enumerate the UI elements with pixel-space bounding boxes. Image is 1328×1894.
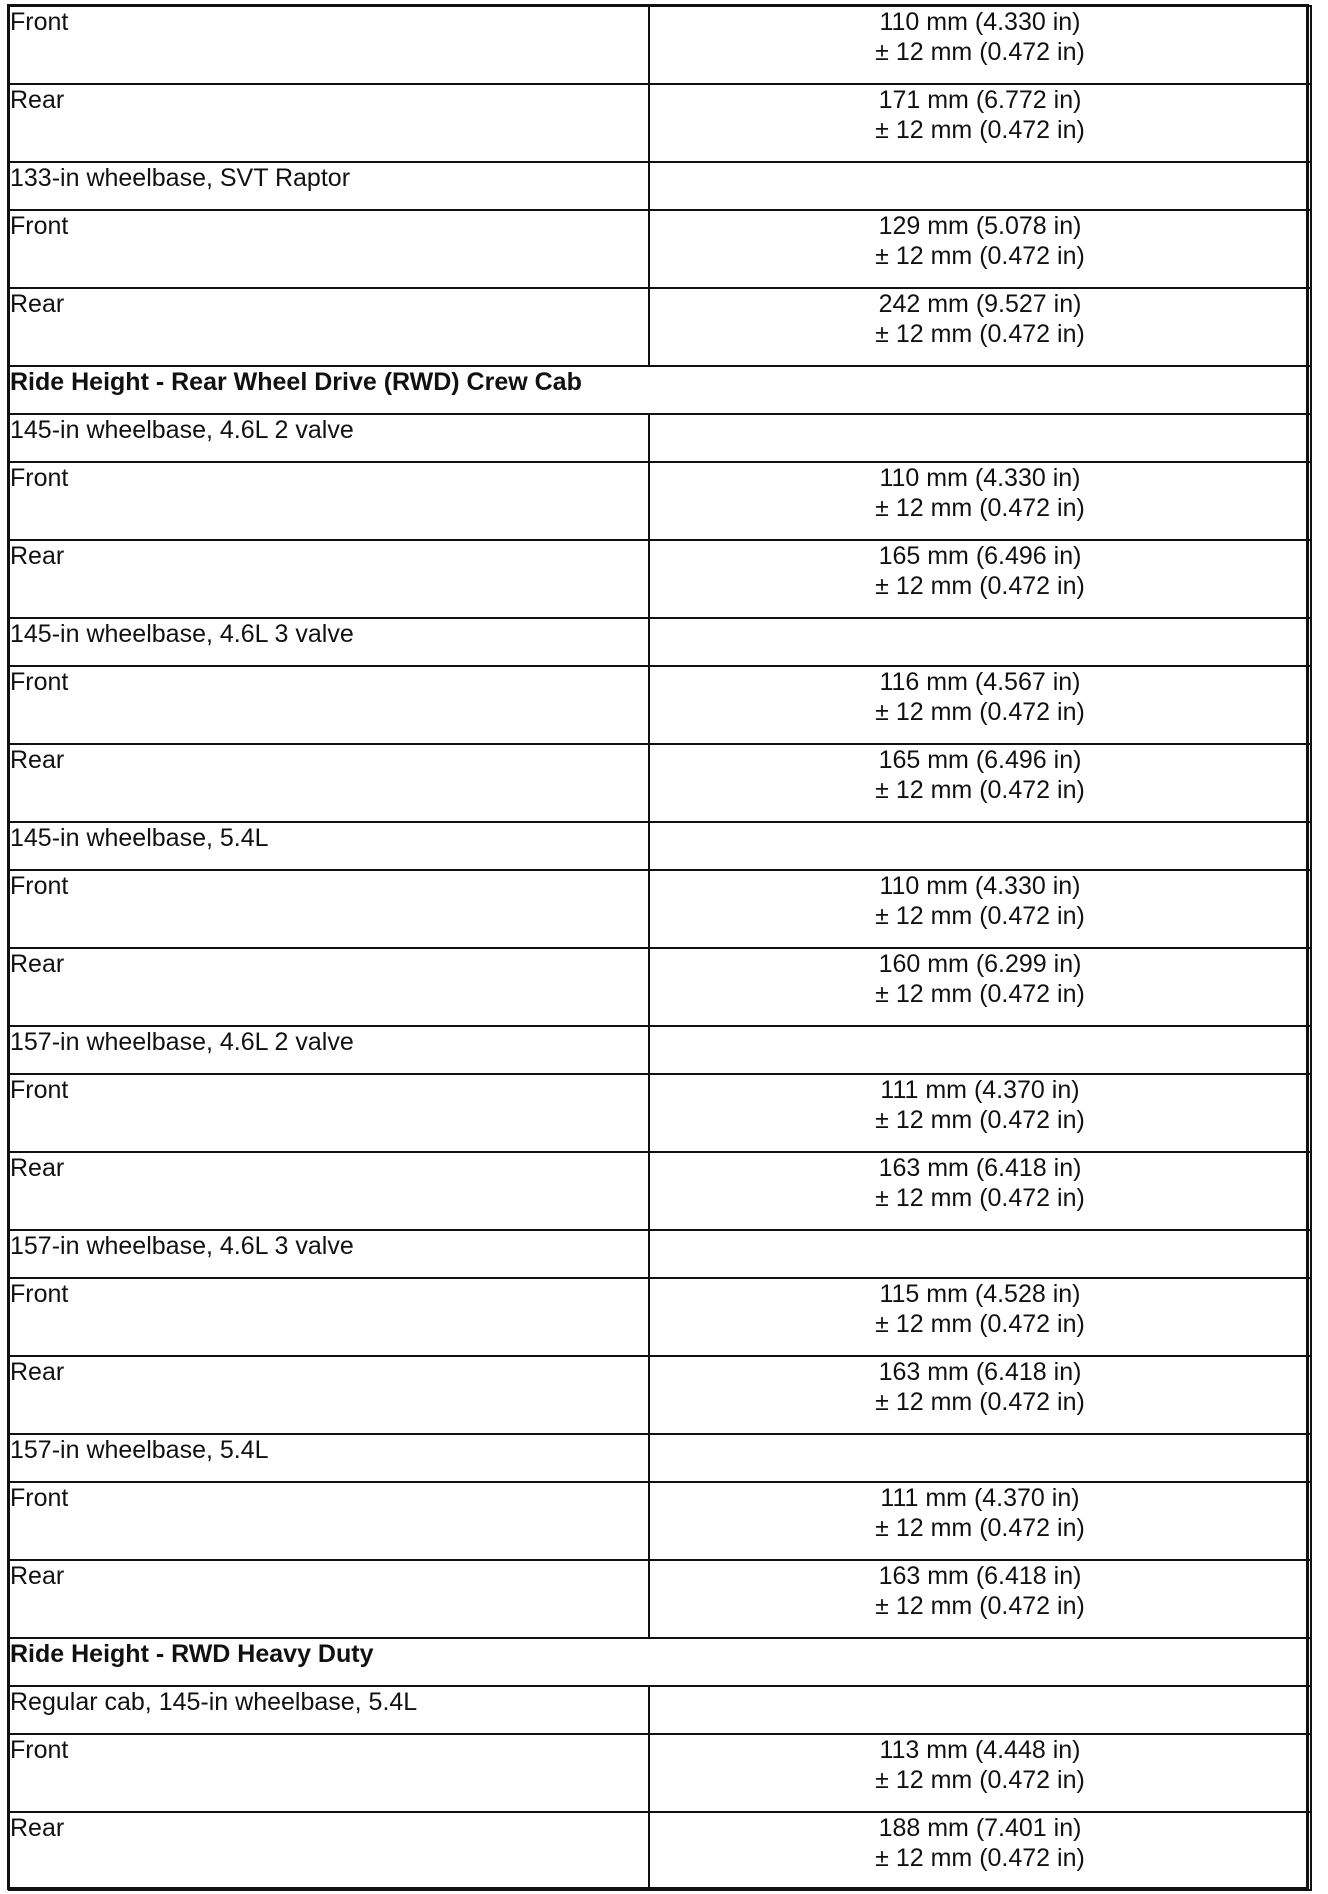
- spec-label: Front: [9, 1074, 649, 1152]
- nominal-value: 129 mm (5.078 in): [878, 212, 1082, 240]
- section-header-row: [9, 366, 1311, 414]
- group-label: 157-in wheelbase, 4.6L 2 valve: [9, 1026, 649, 1074]
- spec-label: Front: [9, 1734, 649, 1812]
- group-row: [9, 1026, 1311, 1074]
- nominal-value: 110 mm (4.330 in): [879, 872, 1081, 900]
- group-row: [9, 1434, 1311, 1482]
- spec-row: [9, 1356, 1311, 1434]
- empty-value-cell: [649, 1230, 1311, 1278]
- spec-label: Front: [9, 1278, 649, 1356]
- spec-row: [9, 6, 1311, 84]
- section-title: Ride Height - RWD Heavy Duty: [9, 1638, 1311, 1686]
- tolerance-value: ± 12 mm (0.472 in): [875, 980, 1085, 1008]
- tolerance-value: ± 12 mm (0.472 in): [875, 776, 1085, 804]
- spec-value: [649, 1482, 1311, 1560]
- group-row: [9, 1230, 1311, 1278]
- spec-value: [649, 1734, 1311, 1812]
- empty-value-cell: [649, 414, 1311, 462]
- section-header-row: [9, 1638, 1311, 1686]
- nominal-value: 163 mm (6.418 in): [878, 1562, 1082, 1590]
- spec-label: Rear: [9, 84, 649, 162]
- spec-row: [9, 1152, 1311, 1230]
- spec-row: [9, 666, 1311, 744]
- spec-label: Rear: [9, 1356, 649, 1434]
- nominal-value: 116 mm (4.567 in): [879, 668, 1081, 696]
- tolerance-value: ± 12 mm (0.472 in): [875, 902, 1085, 930]
- spec-value: [649, 288, 1311, 366]
- spec-value: [649, 870, 1311, 948]
- nominal-value: 242 mm (9.527 in): [878, 290, 1082, 318]
- spec-value: [649, 1152, 1311, 1230]
- tolerance-value: ± 12 mm (0.472 in): [875, 1310, 1085, 1338]
- tolerance-value: ± 12 mm (0.472 in): [875, 242, 1085, 270]
- empty-value-cell: [649, 618, 1311, 666]
- tolerance-value: ± 12 mm (0.472 in): [875, 494, 1085, 522]
- group-label: Regular cab, 145-in wheelbase, 5.4L: [9, 1686, 649, 1734]
- tolerance-value: ± 12 mm (0.472 in): [875, 1844, 1085, 1872]
- spec-value: [649, 1356, 1311, 1434]
- nominal-value: 160 mm (6.299 in): [878, 950, 1082, 978]
- ride-height-spec-table: [8, 5, 1312, 1891]
- spec-value: [649, 744, 1311, 822]
- spec-row: [9, 462, 1311, 540]
- spec-row: [9, 948, 1311, 1026]
- group-label: 145-in wheelbase, 4.6L 3 valve: [9, 618, 649, 666]
- group-label: 145-in wheelbase, 5.4L: [9, 822, 649, 870]
- spec-row: [9, 84, 1311, 162]
- nominal-value: 163 mm (6.418 in): [878, 1358, 1082, 1386]
- tolerance-value: ± 12 mm (0.472 in): [875, 1184, 1085, 1212]
- spec-row: [9, 1074, 1311, 1152]
- nominal-value: 188 mm (7.401 in): [878, 1814, 1082, 1842]
- section-title: Ride Height - Rear Wheel Drive (RWD) Crew Cab: [9, 366, 1311, 414]
- empty-value-cell: [649, 1434, 1311, 1482]
- group-label: 157-in wheelbase, 4.6L 3 valve: [9, 1230, 649, 1278]
- group-label: 133-in wheelbase, SVT Raptor: [9, 162, 649, 210]
- spec-value: [649, 6, 1311, 84]
- empty-value-cell: [649, 822, 1311, 870]
- tolerance-value: ± 12 mm (0.472 in): [875, 1388, 1085, 1416]
- spec-label: Rear: [9, 1560, 649, 1638]
- spec-row: [9, 744, 1311, 822]
- spec-label: Front: [9, 666, 649, 744]
- tolerance-value: ± 12 mm (0.472 in): [875, 1766, 1085, 1794]
- spec-label: Rear: [9, 1152, 649, 1230]
- nominal-value: 165 mm (6.496 in): [878, 746, 1082, 774]
- group-row: [9, 822, 1311, 870]
- group-label: 145-in wheelbase, 4.6L 2 valve: [9, 414, 649, 462]
- spec-table-body: [9, 6, 1311, 1890]
- group-row: [9, 162, 1311, 210]
- spec-row: [9, 288, 1311, 366]
- nominal-value: 171 mm (6.772 in): [878, 86, 1082, 114]
- spec-label: Rear: [9, 1812, 649, 1890]
- spec-value: [649, 210, 1311, 288]
- spec-label: Rear: [9, 288, 649, 366]
- spec-value: [649, 1812, 1311, 1890]
- group-row: [9, 414, 1311, 462]
- tolerance-value: ± 12 mm (0.472 in): [875, 1514, 1085, 1542]
- spec-row: [9, 210, 1311, 288]
- spec-row: [9, 1482, 1311, 1560]
- nominal-value: 165 mm (6.496 in): [878, 542, 1082, 570]
- spec-label: Rear: [9, 540, 649, 618]
- spec-row: [9, 1278, 1311, 1356]
- spec-row: [9, 1812, 1311, 1890]
- tolerance-value: ± 12 mm (0.472 in): [875, 698, 1085, 726]
- group-row: [9, 1686, 1311, 1734]
- spec-row: [9, 870, 1311, 948]
- tolerance-value: ± 12 mm (0.472 in): [875, 320, 1085, 348]
- nominal-value: 111 mm (4.370 in): [880, 1484, 1080, 1512]
- spec-label: Front: [9, 6, 649, 84]
- spec-value: [649, 462, 1311, 540]
- spec-label: Front: [9, 1482, 649, 1560]
- nominal-value: 163 mm (6.418 in): [878, 1154, 1082, 1182]
- tolerance-value: ± 12 mm (0.472 in): [875, 116, 1085, 144]
- nominal-value: 111 mm (4.370 in): [880, 1076, 1080, 1104]
- spec-label: Front: [9, 210, 649, 288]
- nominal-value: 115 mm (4.528 in): [879, 1280, 1081, 1308]
- empty-value-cell: [649, 1026, 1311, 1074]
- empty-value-cell: [649, 1686, 1311, 1734]
- tolerance-value: ± 12 mm (0.472 in): [875, 1592, 1085, 1620]
- spec-value: [649, 1560, 1311, 1638]
- nominal-value: 110 mm (4.330 in): [879, 8, 1081, 36]
- spec-value: [649, 84, 1311, 162]
- tolerance-value: ± 12 mm (0.472 in): [875, 572, 1085, 600]
- empty-value-cell: [649, 162, 1311, 210]
- spec-value: [649, 1278, 1311, 1356]
- spec-label: Rear: [9, 948, 649, 1026]
- nominal-value: 110 mm (4.330 in): [879, 464, 1081, 492]
- group-row: [9, 618, 1311, 666]
- spec-row: [9, 1734, 1311, 1812]
- spec-label: Front: [9, 870, 649, 948]
- group-label: 157-in wheelbase, 5.4L: [9, 1434, 649, 1482]
- nominal-value: 113 mm (4.448 in): [879, 1736, 1081, 1764]
- spec-label: Rear: [9, 744, 649, 822]
- spec-label: Front: [9, 462, 649, 540]
- tolerance-value: ± 12 mm (0.472 in): [875, 1106, 1085, 1134]
- spec-value: [649, 666, 1311, 744]
- tolerance-value: ± 12 mm (0.472 in): [875, 38, 1085, 66]
- spec-value: [649, 948, 1311, 1026]
- spec-row: [9, 1560, 1311, 1638]
- spec-row: [9, 540, 1311, 618]
- spec-value: [649, 540, 1311, 618]
- spec-value: [649, 1074, 1311, 1152]
